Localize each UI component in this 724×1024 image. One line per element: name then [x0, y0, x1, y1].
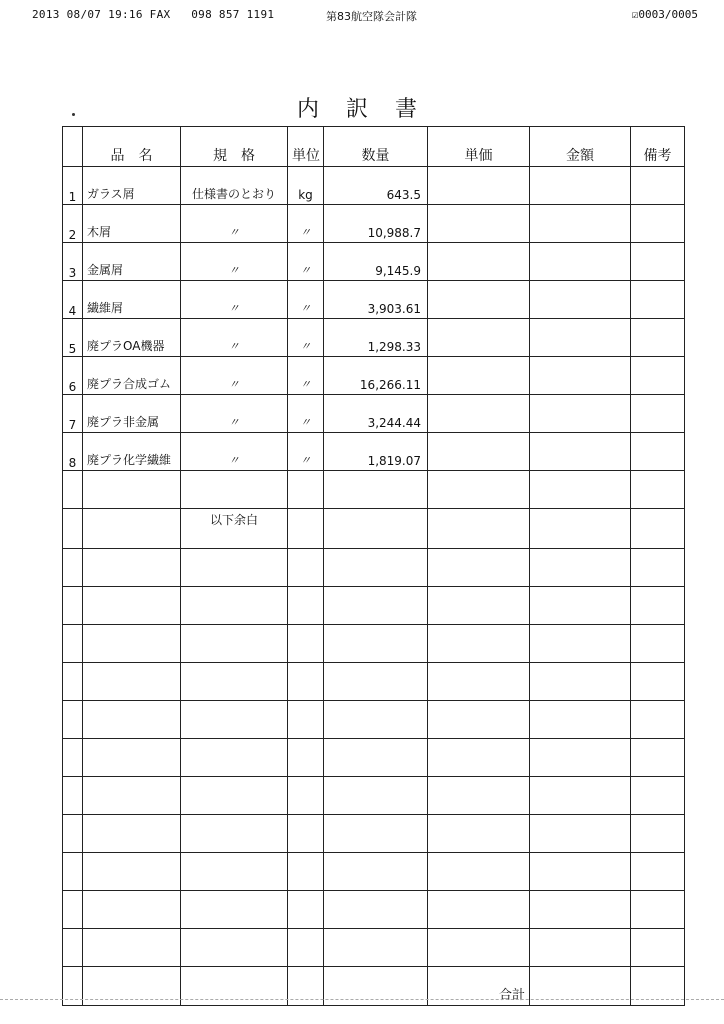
blank-row — [63, 929, 685, 967]
header-unit-price: 単価 — [428, 127, 530, 167]
item-spec: 〃 — [181, 205, 288, 243]
row-number: 6 — [63, 357, 83, 395]
item-name: 木屑 — [83, 205, 181, 243]
item-unit: 〃 — [288, 205, 324, 243]
fax-sender: 第83航空隊会計隊 — [326, 10, 417, 23]
item-quantity: 3,903.61 — [324, 281, 428, 319]
item-name: 廃プラOA機器 — [83, 319, 181, 357]
item-spec: 〃 — [181, 319, 288, 357]
blank-row — [63, 587, 685, 625]
fax-datetime-number — [32, 8, 274, 21]
header-amount: 金額 — [530, 127, 631, 167]
item-unit-price — [428, 395, 530, 433]
table-row — [63, 205, 685, 243]
item-remarks — [631, 433, 685, 471]
item-quantity: 643.5 — [324, 167, 428, 205]
breakdown-table — [62, 126, 685, 1006]
item-spec: 仕様書のとおり — [181, 167, 288, 205]
item-quantity: 10,988.7 — [324, 205, 428, 243]
fax-datetime: 2013 08/07 19:16 FAX — [32, 8, 171, 21]
row-number: 3 — [63, 243, 83, 281]
item-amount — [530, 319, 631, 357]
end-of-list-note: 以下余白 — [181, 509, 288, 549]
row-number: 8 — [63, 433, 83, 471]
item-unit: 〃 — [288, 357, 324, 395]
blank-row — [63, 471, 685, 509]
item-amount — [530, 205, 631, 243]
fax-number: 098 857 1191 — [191, 8, 275, 21]
item-unit-price — [428, 243, 530, 281]
blank-row — [63, 815, 685, 853]
item-quantity: 1,298.33 — [324, 319, 428, 357]
table-row — [63, 167, 685, 205]
table-row — [63, 319, 685, 357]
item-remarks — [631, 167, 685, 205]
blank-row — [63, 549, 685, 587]
item-amount — [530, 357, 631, 395]
item-unit-price — [428, 319, 530, 357]
item-quantity: 16,266.11 — [324, 357, 428, 395]
item-unit: 〃 — [288, 243, 324, 281]
item-remarks — [631, 319, 685, 357]
note-row — [63, 509, 685, 549]
item-unit: 〃 — [288, 433, 324, 471]
blank-row — [63, 891, 685, 929]
item-spec: 〃 — [181, 281, 288, 319]
item-name: 廃プラ合成ゴム — [83, 357, 181, 395]
item-name: 廃プラ化学繊維 — [83, 433, 181, 471]
item-spec: 〃 — [181, 357, 288, 395]
blank-row — [63, 777, 685, 815]
blank-row — [63, 663, 685, 701]
item-name: 繊維屑 — [83, 281, 181, 319]
item-spec: 〃 — [181, 243, 288, 281]
header-spec: 規 格 — [181, 127, 288, 167]
speck — [72, 113, 75, 116]
item-name: ガラス屑 — [83, 167, 181, 205]
item-amount — [530, 433, 631, 471]
table-row — [63, 395, 685, 433]
item-name: 金属屑 — [83, 243, 181, 281]
item-unit: 〃 — [288, 319, 324, 357]
item-spec: 〃 — [181, 395, 288, 433]
item-spec: 〃 — [181, 433, 288, 471]
item-amount — [530, 395, 631, 433]
item-remarks — [631, 395, 685, 433]
item-unit-price — [428, 281, 530, 319]
blank-row — [63, 625, 685, 663]
fax-bottom-rule — [0, 999, 724, 1000]
item-unit-price — [428, 357, 530, 395]
item-amount — [530, 281, 631, 319]
header-no — [63, 127, 83, 167]
row-number: 5 — [63, 319, 83, 357]
item-amount — [530, 243, 631, 281]
header-quantity: 数量 — [324, 127, 428, 167]
header-remarks: 備考 — [631, 127, 685, 167]
item-unit-price — [428, 167, 530, 205]
table-row — [63, 357, 685, 395]
item-unit-price — [428, 433, 530, 471]
row-number: 2 — [63, 205, 83, 243]
item-remarks — [631, 243, 685, 281]
fax-header — [0, 8, 724, 28]
item-amount — [530, 167, 631, 205]
table-row — [63, 243, 685, 281]
table-row — [63, 433, 685, 471]
item-remarks — [631, 205, 685, 243]
item-quantity: 3,244.44 — [324, 395, 428, 433]
item-remarks — [631, 357, 685, 395]
item-unit: 〃 — [288, 281, 324, 319]
row-number: 4 — [63, 281, 83, 319]
blank-row — [63, 701, 685, 739]
row-number: 1 — [63, 167, 83, 205]
item-quantity: 1,819.07 — [324, 433, 428, 471]
header-unit: 単位 — [288, 127, 324, 167]
table-header-row — [63, 127, 685, 167]
item-unit-price — [428, 205, 530, 243]
item-quantity: 9,145.9 — [324, 243, 428, 281]
table-row — [63, 281, 685, 319]
total-label: 合計 — [428, 967, 530, 1006]
header-name: 品 名 — [83, 127, 181, 167]
row-number: 7 — [63, 395, 83, 433]
fax-page-number: ☑0003/0005 — [631, 8, 698, 21]
blank-row — [63, 853, 685, 891]
blank-row — [63, 739, 685, 777]
item-unit: 〃 — [288, 395, 324, 433]
item-remarks — [631, 281, 685, 319]
document-title: 内 訳 書 — [297, 97, 427, 122]
item-name: 廃プラ非金属 — [83, 395, 181, 433]
item-unit: kg — [288, 167, 324, 205]
